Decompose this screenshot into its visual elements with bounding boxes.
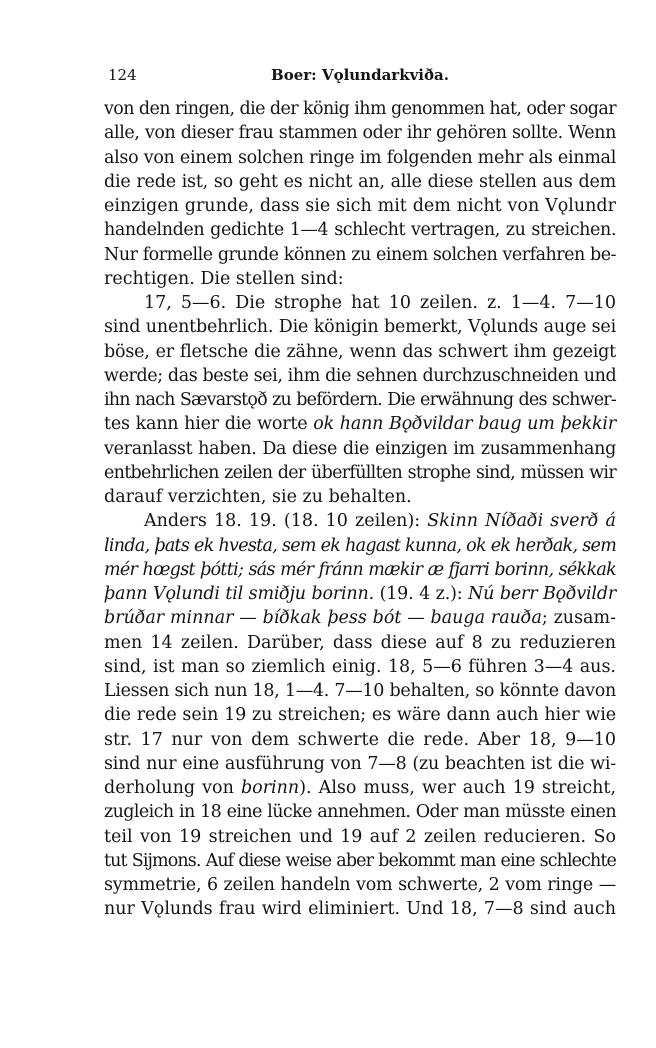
text-line: Nur formelle grunde können zu einem solchen verfahren be- — [104, 244, 616, 265]
page-number: 124 — [108, 66, 137, 84]
text-segment: Anders 18. 19. (18. 10 zeilen): — [144, 511, 428, 532]
text-line: handelnden gedichte 1—4 schlecht vertragen, zu streichen. — [104, 220, 616, 241]
text-segment: derholung von — [104, 778, 241, 798]
text-line: werde; das beste sei, ihm die sehnen durchzuschneiden und — [104, 365, 617, 386]
text-line: symmetrie, 6 zeilen handeln vom schwerte, 2 vom ringe — — [104, 875, 616, 895]
body-text — [104, 97, 616, 922]
text-line — [104, 534, 616, 558]
quoted-verse: brúðar minnar — bíðkak þess bót — bauga rauða — [104, 608, 542, 629]
text-line — [104, 558, 616, 582]
page-header — [104, 66, 616, 86]
quoted-verse: Skinn Níðaði sverð á — [427, 511, 616, 532]
text-line: ihn nach Sævarstǫð zu befördern. Die erwähnung des schwer- — [104, 390, 616, 410]
quoted-verse: Nú berr Bǫðvildr — [468, 584, 617, 604]
text-line: nur Vǫlunds frau wird eliminiert. Und 18, 7—8 sind auch — [104, 899, 616, 920]
text-line: einzigen grunde, dass sie sich mit dem nicht von Vǫlundr — [104, 196, 616, 216]
text-line: sind nur eine ausführung von 7—8 (zu beachten ist die wi- — [104, 753, 616, 774]
quoted-verse: þann Vǫlundi til smiðju borinn. — [104, 584, 374, 604]
text-line: darauf verzichten, sie zu behalten. — [104, 487, 412, 507]
text-line: entbehrlichen zeilen der überfüllten strophe sind, müssen wir — [104, 462, 616, 483]
text-line: die rede sein 19 zu streichen; es wäre dann auch hier wie — [104, 705, 616, 726]
text-line: alle, von dieser frau stammen oder ihr gehören sollte. Wenn — [104, 123, 616, 144]
text-line — [104, 582, 616, 606]
quoted-verse: mér hœgst þótti; sás mér fránn mækir æ fjarri borinn, sékkak — [104, 559, 616, 580]
text-line: Liessen sich nun 18, 1—4. 7—10 behalten, so könnte davon — [104, 681, 616, 701]
quoted-verse: linda, þats ek hvesta, sem ek hagast kunna, ok ek herðak, sem — [104, 535, 617, 556]
text-line: also von einem solchen ringe im folgenden mehr als einmal — [104, 147, 616, 168]
text-line: böse, er fletsche die zähne, wenn das schwert ihm gezeigt — [104, 341, 616, 362]
text-line: teil von 19 streichen und 19 auf 2 zeilen reducieren. So — [104, 826, 616, 847]
text-line — [104, 606, 616, 630]
text-line: die rede ist, so geht es nicht an, alle diese stellen aus dem — [104, 171, 616, 192]
text-line: von den ringen, die der könig ihm genommen hat, oder sogar — [104, 99, 616, 119]
text-segment: (19. 4 z.): — [373, 584, 469, 604]
text-line: 17, 5—6. Die strophe hat 10 zeilen. z. 1—4. 7—10 — [144, 293, 616, 313]
quoted-word: borinn — [240, 778, 300, 798]
text-line: veranlasst haben. Da diese die einzigen im zusammenhang — [104, 438, 616, 459]
text-line: str. 17 nur von dem schwerte die rede. Aber 18, 9—10 — [104, 729, 616, 750]
text-line — [104, 509, 616, 533]
text-line: sind, ist man so ziemlich einig. 18, 5—6 führen 3—4 aus. — [104, 656, 616, 677]
text-line: tut Sijmons. Auf diese weise aber bekommt man eine schlechte — [104, 850, 616, 871]
quoted-verse: ok hann Bǫðvildar baug um þekkir — [313, 414, 616, 435]
text-segment: tes kann hier die worte — [104, 414, 314, 435]
text-segment: ). Also muss, wer auch 19 streicht, — [299, 778, 617, 798]
text-line: sind unentbehrlich. Die königin bemerkt, Vǫlunds auge sei — [104, 317, 616, 338]
text-segment: ; zusam- — [541, 608, 616, 629]
text-line — [104, 412, 616, 436]
running-title: Boer: Vǫlundarkviða. — [271, 66, 449, 84]
text-line — [104, 776, 616, 800]
text-line: rechtigen. Die stellen sind: — [104, 268, 344, 289]
text-line: zugleich in 18 eine lücke annehmen. Oder man müsste einen — [104, 802, 616, 823]
text-line: men 14 zeilen. Darüber, dass diese auf 8 zu reduzieren — [104, 632, 616, 653]
